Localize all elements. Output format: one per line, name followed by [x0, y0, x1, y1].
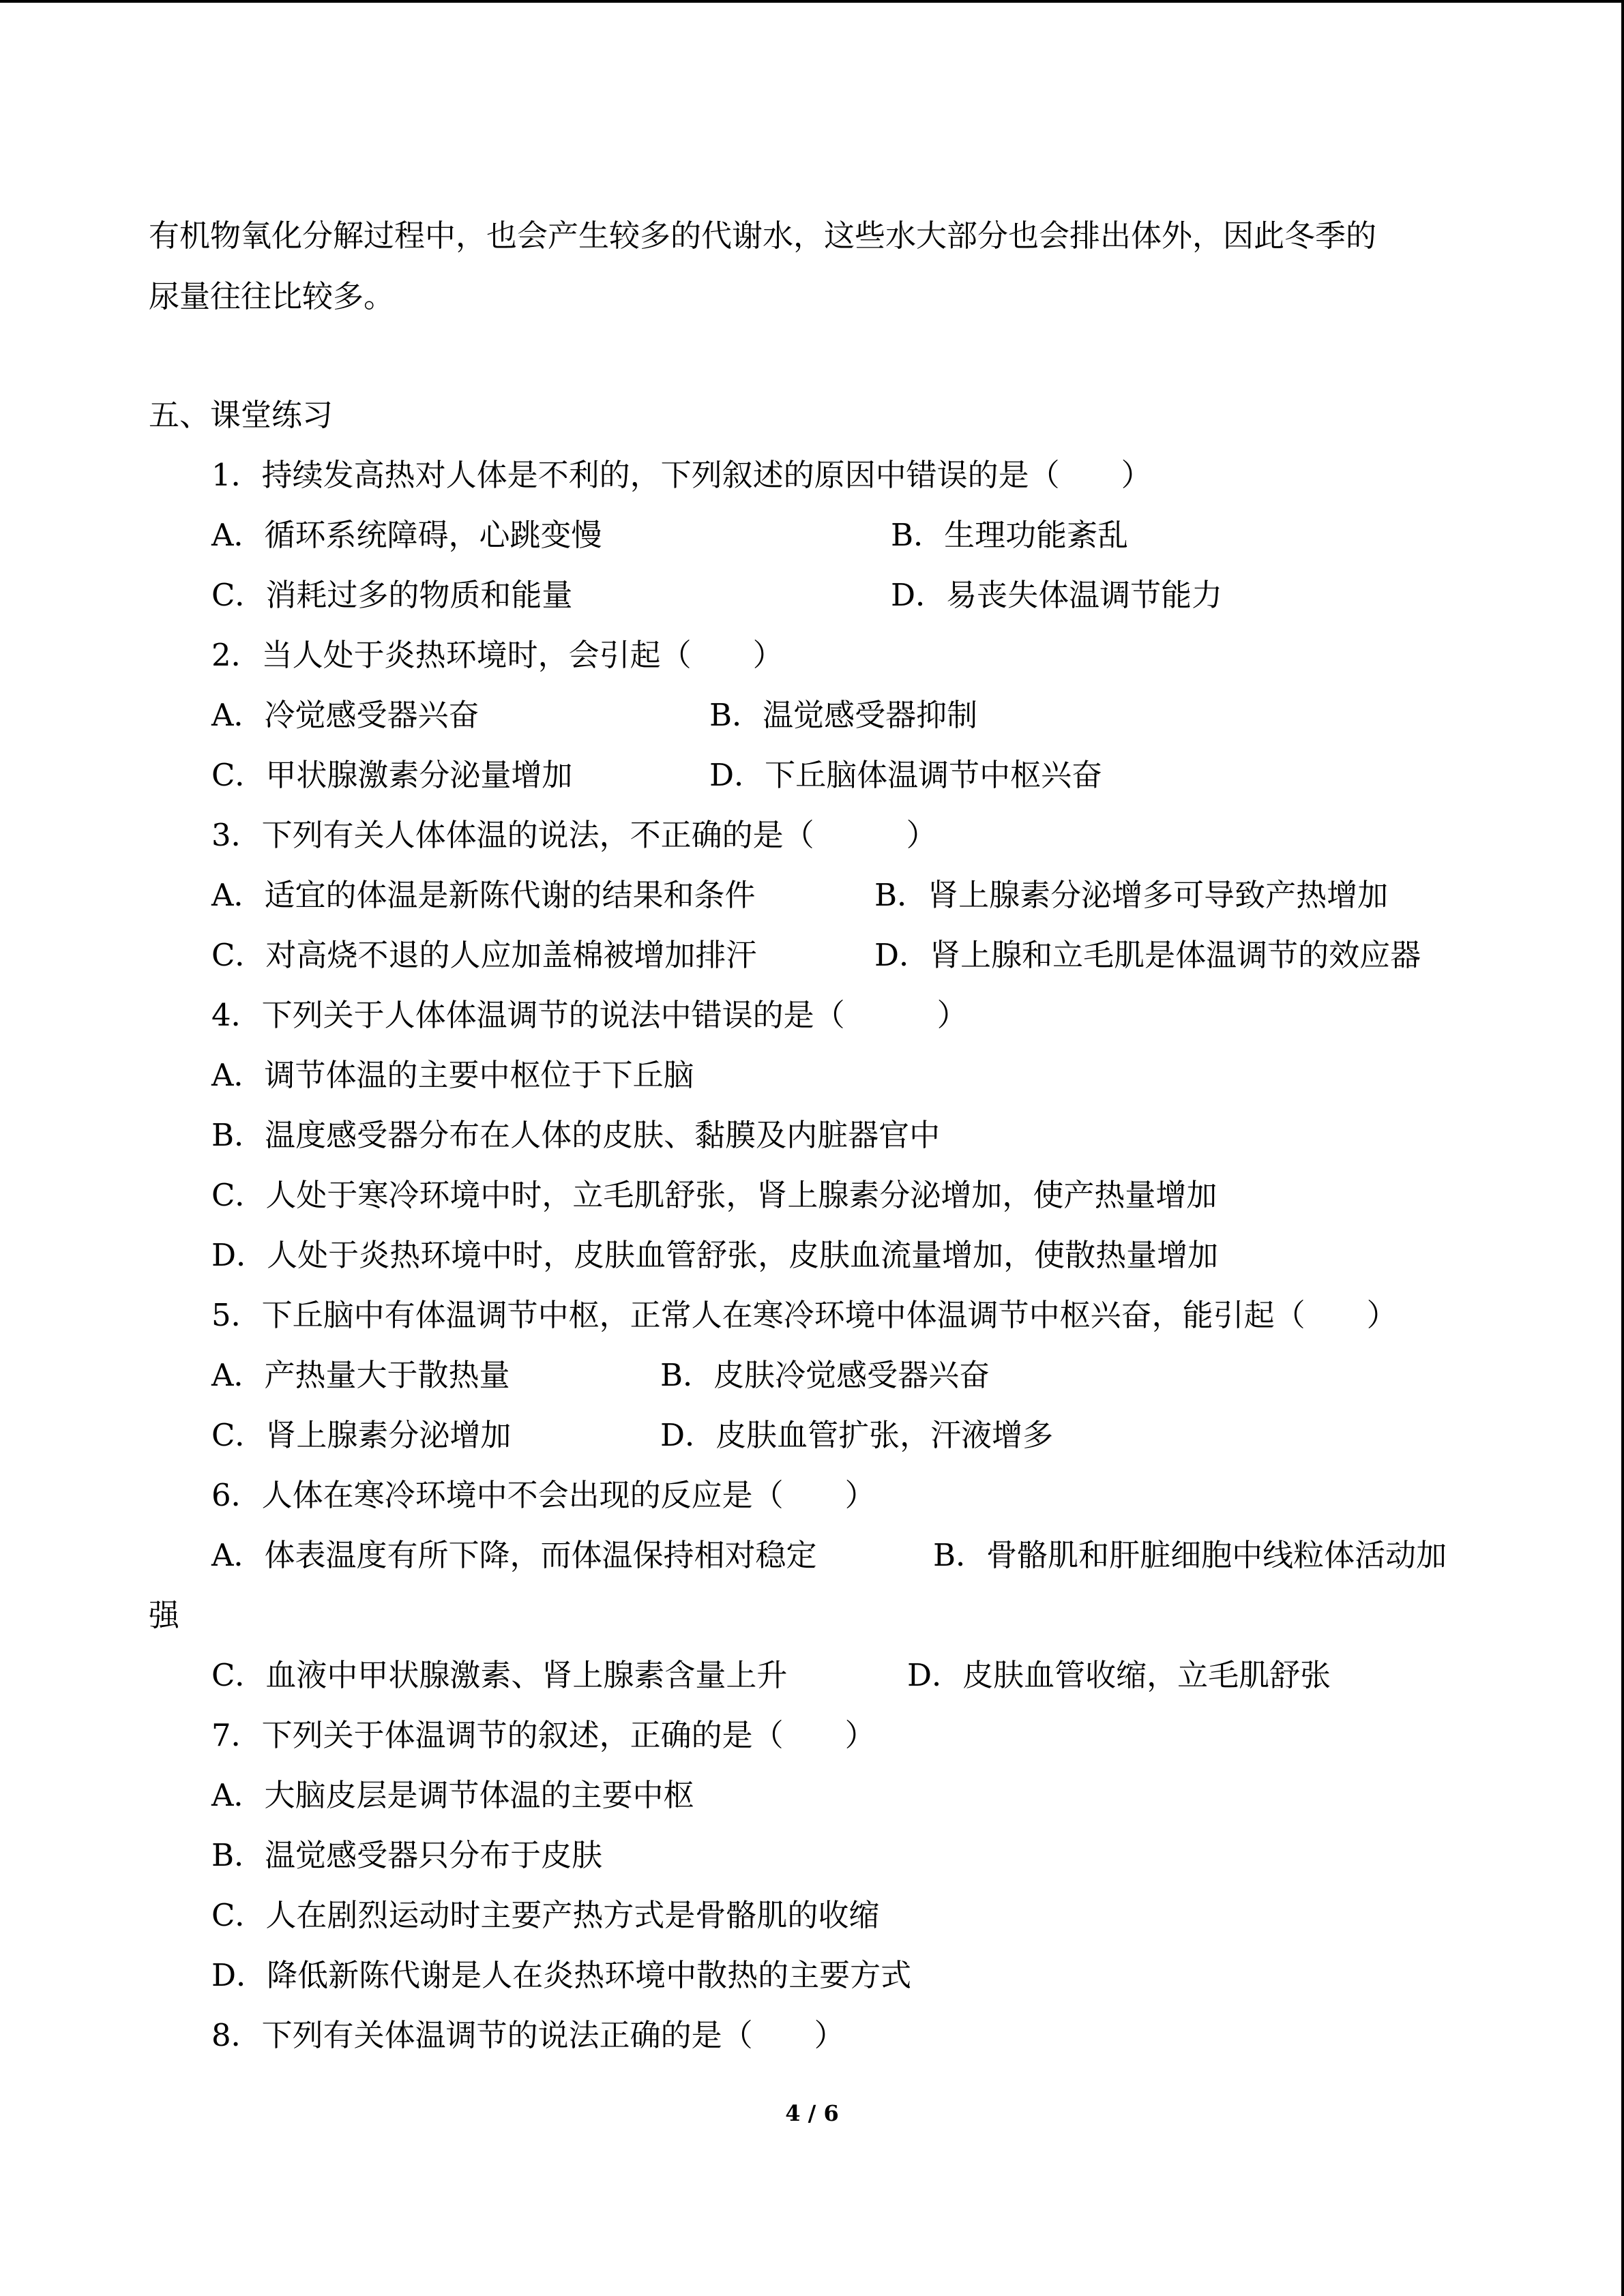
question-7-option-c: C．人在剧烈运动时主要产热方式是骨骼肌的收缩	[211, 1897, 880, 1933]
page-number: 4 / 6	[785, 2100, 839, 2126]
question-3-option-a: A．适宜的体温是新陈代谢的结果和条件	[211, 877, 756, 913]
question-1-option-a: A．循环系统障碍，心跳变慢	[211, 517, 602, 553]
question-6-option-b-wrap: 强	[149, 1597, 180, 1633]
question-3-option-d: D．肾上腺和立毛肌是体温调节的效应器	[874, 937, 1421, 973]
question-4-stem: 4．下列关于人体体温调节的说法中错误的是（ ）	[211, 997, 968, 1033]
question-6-option-b: B．骨骼肌和肝脏细胞中线粒体活动加	[933, 1537, 1447, 1573]
question-7-option-b: B．温觉感受器只分布于皮肤	[211, 1837, 603, 1873]
question-7-option-d: D．降低新陈代谢是人在炎热环境中散热的主要方式	[211, 1957, 912, 1993]
question-5-stem: 5．下丘脑中有体温调节中枢，正常人在寒冷环境中体温调节中枢兴奋，能引起（ ）	[211, 1297, 1398, 1333]
question-7-option-a: A．大脑皮层是调节体温的主要中枢	[211, 1777, 694, 1813]
question-6-option-c: C．血液中甲状腺激素、肾上腺素含量上升	[211, 1657, 788, 1693]
intro-line-2: 尿量往往比较多。	[149, 278, 395, 314]
question-5-option-b: B．皮肤冷觉感受器兴奋	[660, 1357, 990, 1393]
question-4-option-a: A．调节体温的主要中枢位于下丘脑	[211, 1057, 694, 1093]
question-4-option-c: C．人处于寒冷环境中时，立毛肌舒张，肾上腺素分泌增加，使产热量增加	[211, 1177, 1217, 1213]
question-1-option-b: B．生理功能紊乱	[891, 517, 1129, 553]
question-4-option-d: D．人处于炎热环境中时，皮肤血管舒张，皮肤血流量增加，使散热量增加	[211, 1237, 1219, 1273]
question-1-stem: 1．持续发高热对人体是不利的，下列叙述的原因中错误的是（ ）	[211, 457, 1152, 493]
question-2-option-a: A．冷觉感受器兴奋	[211, 697, 479, 733]
question-5-option-a: A．产热量大于散热量	[211, 1357, 510, 1393]
question-2-option-d: D．下丘脑体温调节中枢兴奋	[709, 757, 1103, 793]
question-2-option-c: C．甲状腺激素分泌量增加	[211, 757, 573, 793]
question-5-option-c: C．肾上腺素分泌增加	[211, 1417, 512, 1453]
question-5-option-d: D．皮肤血管扩张，汗液增多	[660, 1417, 1054, 1453]
question-6-option-a: A．体表温度有所下降，而体温保持相对稳定	[211, 1537, 817, 1573]
intro-line-1: 有机物氧化分解过程中，也会产生较多的代谢水，这些水大部分也会排出体外，因此冬季的	[149, 218, 1377, 254]
question-3-option-b: B．肾上腺素分泌增多可导致产热增加	[874, 877, 1389, 913]
question-6-option-d: D．皮肤血管收缩，立毛肌舒张	[907, 1657, 1331, 1693]
question-4-option-b: B．温度感受器分布在人体的皮肤、黏膜及内脏器官中	[211, 1117, 941, 1153]
page-border-top	[0, 0, 1624, 3]
page-border-right	[1621, 0, 1624, 2296]
question-6-stem: 6．人体在寒冷环境中不会出现的反应是（ ）	[211, 1477, 876, 1513]
question-2-option-b: B．温觉感受器抑制	[709, 697, 978, 733]
question-3-option-c: C．对高烧不退的人应加盖棉被增加排汗	[211, 937, 757, 973]
section-title: 五、课堂练习	[149, 397, 334, 433]
question-7-stem: 7．下列关于体温调节的叙述，正确的是（ ）	[211, 1717, 876, 1753]
question-1-option-c: C．消耗过多的物质和能量	[211, 577, 573, 613]
question-2-stem: 2．当人处于炎热环境时，会引起（ ）	[211, 637, 784, 673]
question-1-option-d: D．易丧失体温调节能力	[891, 577, 1223, 613]
question-8-stem: 8．下列有关体温调节的说法正确的是（ ）	[211, 2017, 845, 2053]
question-3-stem: 3．下列有关人体体温的说法，不正确的是（ ）	[211, 817, 937, 853]
